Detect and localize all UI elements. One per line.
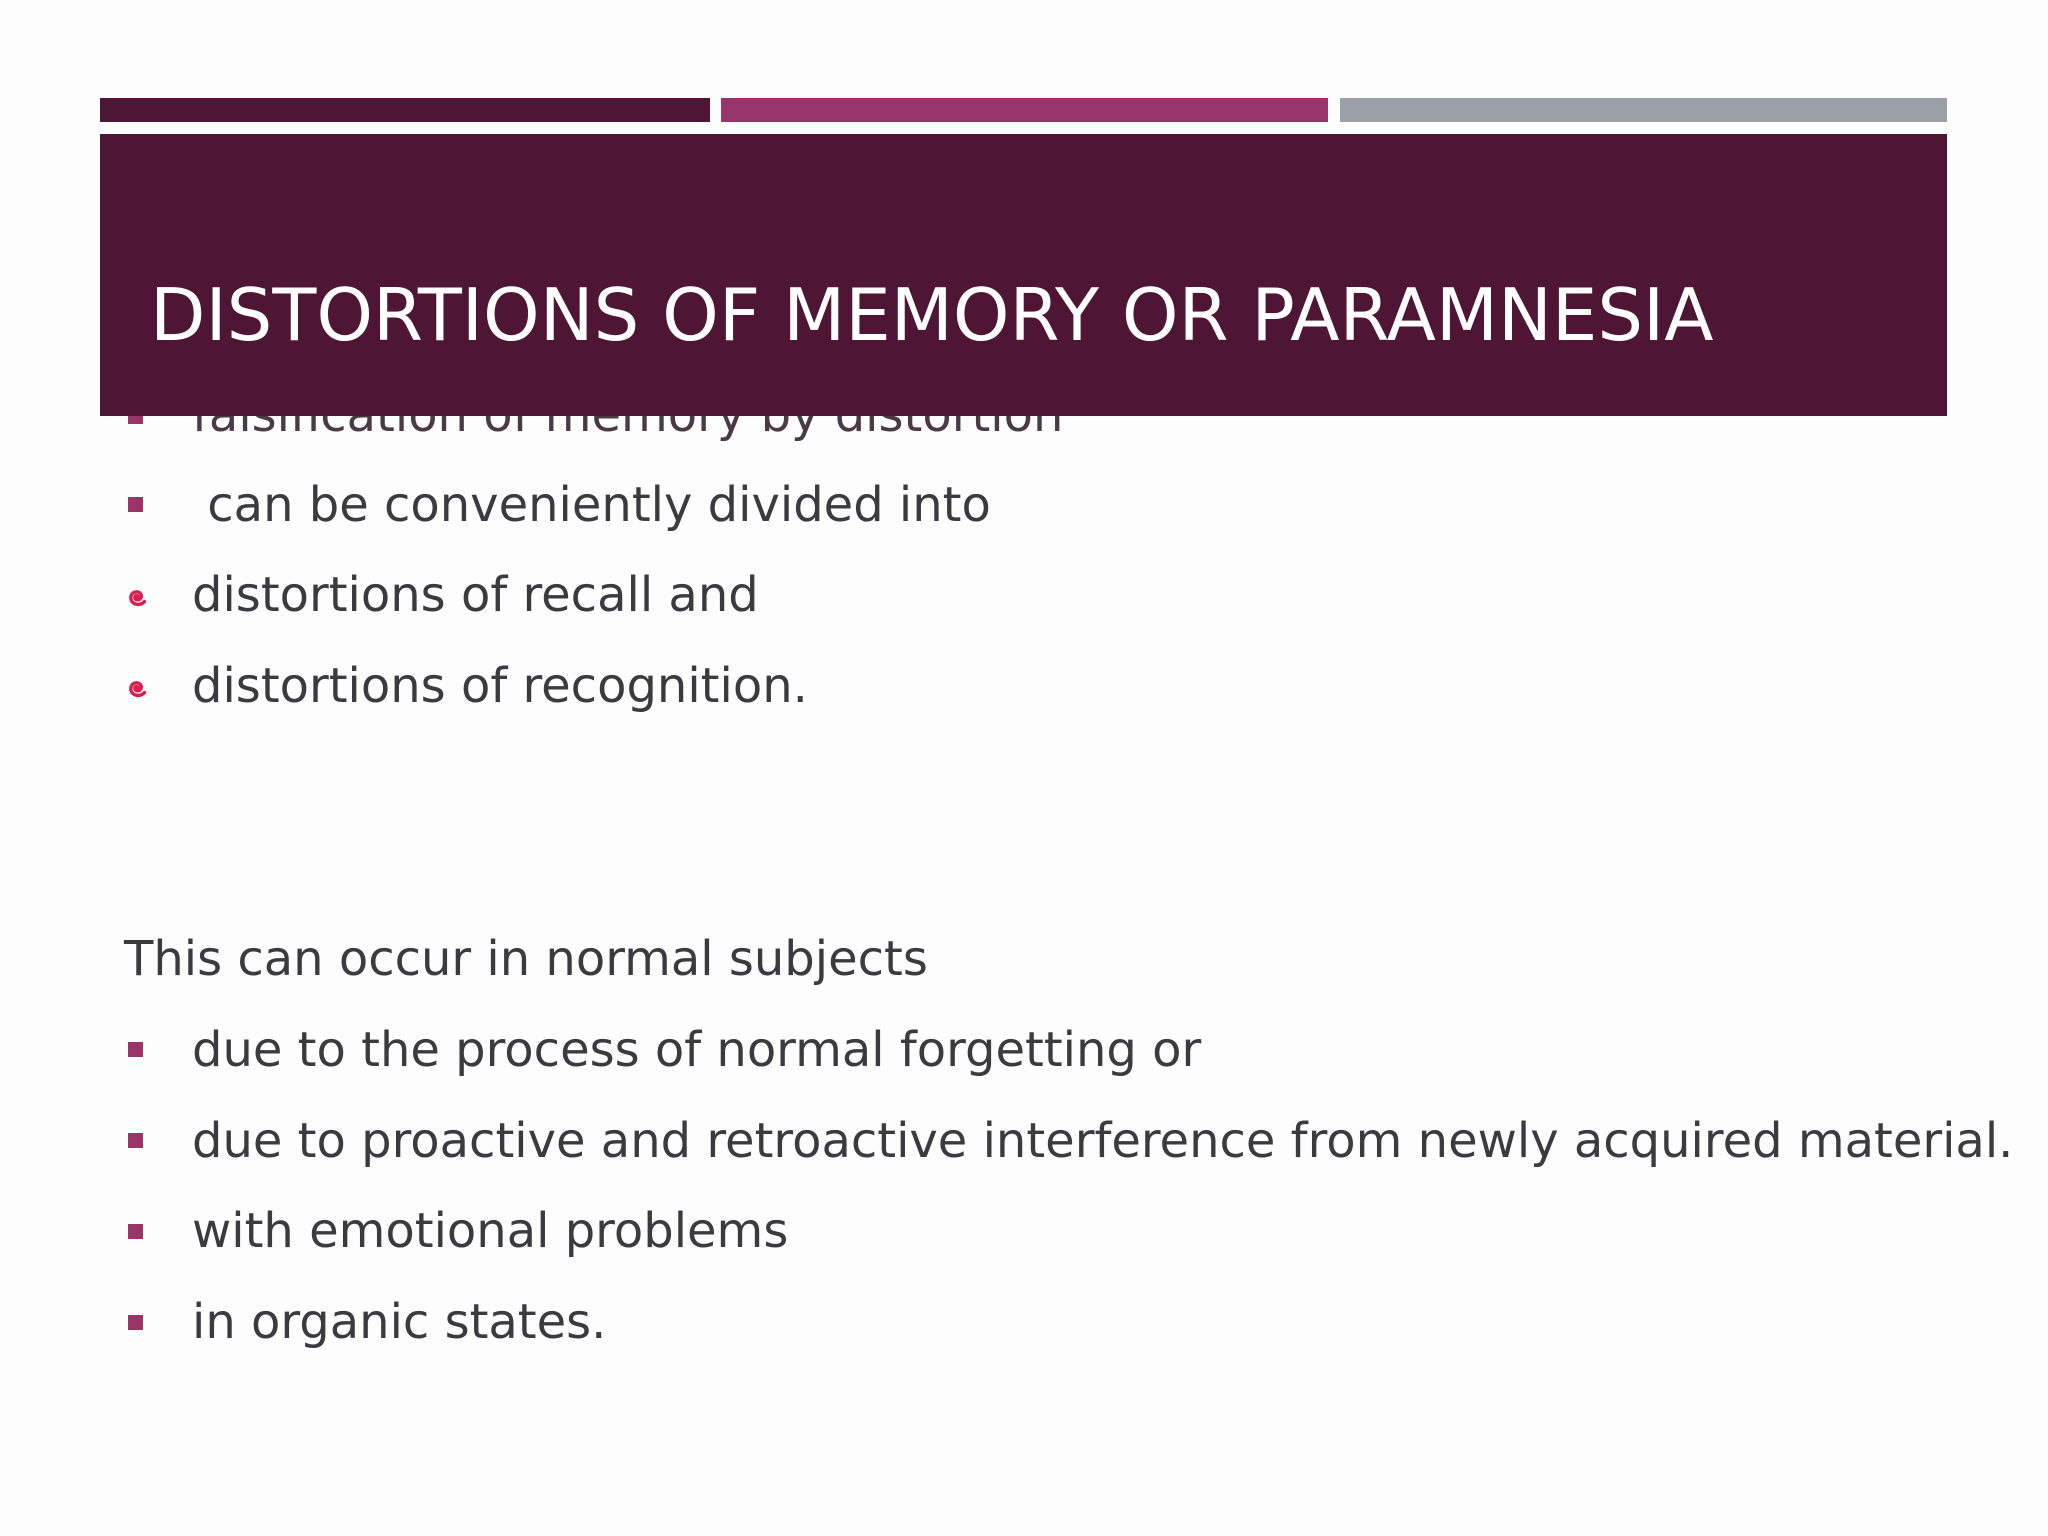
bullet-text: can be conveniently divided into xyxy=(192,477,991,533)
square-bullet-icon xyxy=(128,1315,143,1330)
bullet-text: distortions of recognition. xyxy=(192,658,808,714)
square-bullet-icon xyxy=(128,1042,143,1057)
spiral-bullet-icon xyxy=(122,673,152,703)
spiral-bullet-icon xyxy=(122,582,152,612)
bullet-text: due to proactive and retroactive interference from newly acquired material. xyxy=(192,1113,2014,1169)
square-bullet-icon xyxy=(128,1224,143,1239)
bullet-text: in organic states. xyxy=(192,1294,607,1350)
square-bullet-icon xyxy=(128,497,143,512)
slide-title: DISTORTIONS OF MEMORY OR PARAMNESIA xyxy=(150,273,1714,357)
bullet-text: due to the process of normal forgetting or xyxy=(192,1022,1202,1078)
square-bullet-icon xyxy=(128,1133,143,1148)
bullet-text: distortions of recall and xyxy=(192,567,759,623)
paragraph-text: This can occur in normal subjects xyxy=(124,931,928,987)
bullet-text: with emotional problems xyxy=(192,1203,789,1259)
